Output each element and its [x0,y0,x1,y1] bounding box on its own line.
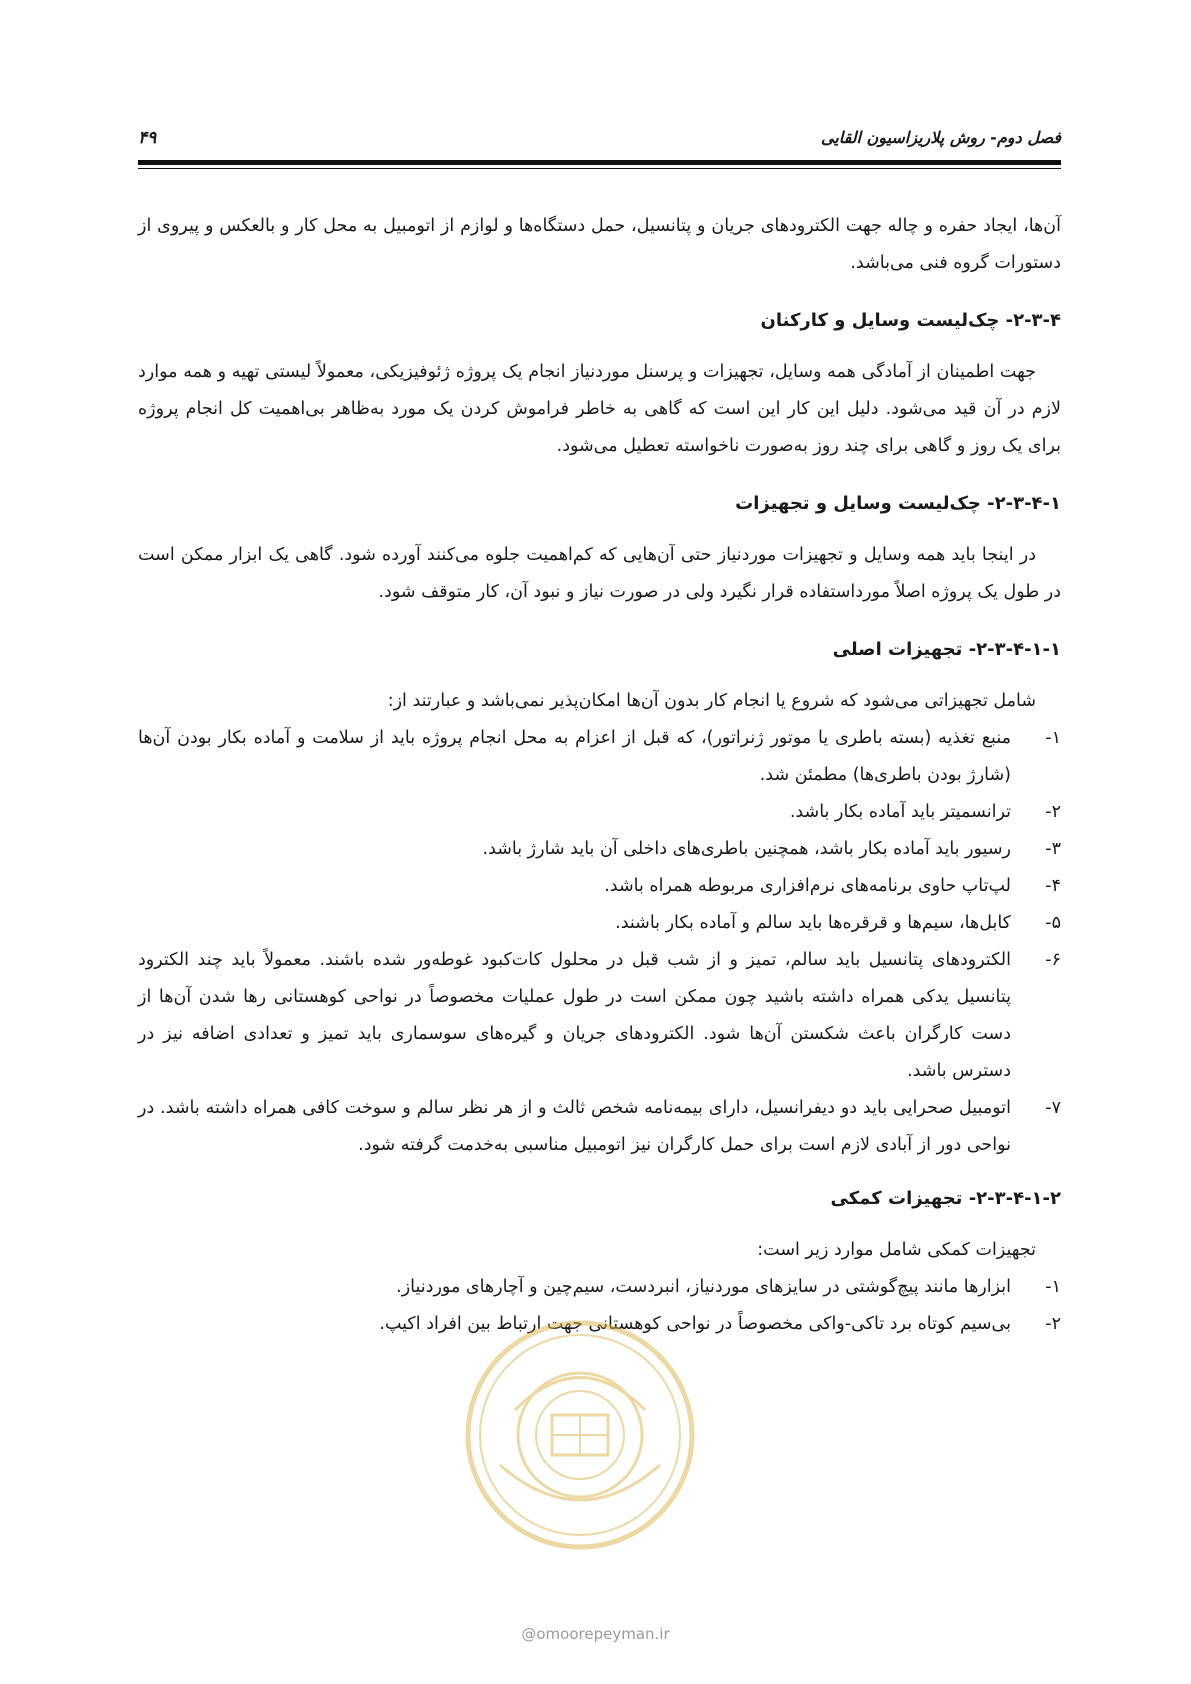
list-item-text: رسیور باید آماده بکار باشد، همچنین باطری‌های داخلی آن باید شارژ باشد. [482,839,1011,859]
intro-paragraph: آن‌ها، ایجاد حفره و چاله جهت الکترودهای جریان و پتانسیل، حمل دستگاه‌ها و لوازم از اتومبیل به محل کار و بالعکس و پیروی از دستورات گروه فنی می‌باشد. [138,216,1061,273]
list-item-text: الکترودهای پتانسیل باید سالم، تمیز و از شب قبل در محلول کات‌کبود غوطه‌ور شده باشند. معمولاً باید چند الکترود پتانسیل یدکی همراه داشته باشید چون ممکن است در طول عملیات مخصوصاً در نواحی کوهستانی رها شدن آن‌ها از دست کارگران باعث شکستن آن‌ها شود. الکترودهای جریان و گیره‌های سوسماری باید تمیز و تعدادی اضافه نیز در دسترس باشد. [138,950,1011,1081]
section-paragraph-checklist: جهت اطمینان از آمادگی همه وسایل، تجهیزات و پرسنل موردنیاز انجام یک پروژه ژئوفیزیکی، معمولاً لیستی تهیه و همه موارد لازم در آن قید می‌شود. دلیل این کار این است که گاهی به خاطر فراموش کردن یک مورد به‌ظاهر بی‌اهمیت کل انجام پروژه برای یک روز و گاهی برای چند روز به‌صورت ناخواسته تعطیل می‌شود. [138,362,1061,456]
section-paragraph-equipment: در اینجا باید همه وسایل و تجهیزات موردنیاز حتی آن‌هایی که کم‌اهمیت جلوه می‌کنند آورده شود. گاهی یک ابزار ممکن است در طول یک پروژه اصلاً مورداستفاده قرار نگیرد ولی در صورت نیاز و نبود آن، کار متوقف شود. [138,545,1061,602]
list-item-text: منبع تغذیه (بسته باطری یا موتور ژنراتور)، که قبل از اعزام به محل انجام پروژه باید از سلامت و آماده بکار بودن آن‌ها (شارژ بودن باطری‌ها) مطمئن شد. [138,728,1011,785]
aux-equipment-intro: تجهیزات کمکی شامل موارد زیر است: [757,1240,1036,1260]
seal-watermark-icon [460,1315,700,1555]
list-item-text: کابل‌ها، سیم‌ها و قرقره‌ها باید سالم و آماده بکار باشند. [615,913,1011,933]
list-item [138,1269,1061,1306]
list-item-number: ۴- [1045,876,1061,896]
list-item-text: بی‌سیم کوتاه برد تاکی-واکی مخصوصاً در نواحی کوهستانی جهت ارتباط بین افراد اکیپ. [379,1314,1011,1334]
list-item [138,942,1061,1090]
list-item [138,905,1061,942]
header-rule-thick [138,160,1061,165]
list-item-text: اتومبیل صحرایی باید دو دیفرانسیل، دارای بیمه‌نامه شخص ثالث و از هر نظر سالم و سوخت کافی همراه داشته باشد. در نواحی دور از آبادی لازم است برای حمل کارگران نیز اتومبیل مناسبی به‌خدمت گرفته شود. [138,1098,1011,1155]
section-heading-aux-equipment: ۲-۳-۴-۱-۲- تجهیزات کمکی [830,1188,1061,1209]
list-item [138,868,1061,905]
header-rule-thin [138,168,1061,169]
list-item-number: ۱- [1045,1277,1061,1297]
running-header-title: فصل دوم- روش پلاریزاسیون القایی [820,128,1061,147]
list-item-text: لپ‌تاپ حاوی برنامه‌های نرم‌افزاری مربوطه همراه باشد. [604,876,1011,896]
list-item-number: ۵- [1045,913,1061,933]
list-item-number: ۲- [1045,1314,1061,1334]
page-number: ۴۹ [138,128,157,148]
section-heading-checklist: ۲-۳-۴- چک‌لیست وسایل و کارکنان [760,310,1061,331]
main-equipment-intro: شامل تجهیزاتی می‌شود که شروع یا انجام کار بدون آن‌ها امکان‌پذیر نمی‌باشد و عبارتند از: [387,691,1036,711]
list-item [138,794,1061,831]
section-heading-equipment: ۲-۳-۴-۱- چک‌لیست وسایل و تجهیزات [735,493,1061,514]
list-item-number: ۲- [1045,802,1061,822]
page-content [138,208,1061,1361]
list-item [138,720,1061,794]
section-heading-main-equipment: ۲-۳-۴-۱-۱- تجهیزات اصلی [832,639,1061,660]
list-item-number: ۳- [1045,839,1061,859]
list-item-number: ۷- [1045,1098,1061,1118]
list-item-number: ۱- [1045,728,1061,748]
list-item-number: ۶- [1045,950,1061,970]
list-item [138,831,1061,868]
list-item [138,1090,1061,1164]
main-equipment-list [138,720,1061,1164]
list-item-text: ابزارها مانند پیچ‌گوشتی در سایزهای موردنیاز، انبردست، سیم‌چین و آچارهای موردنیاز. [396,1277,1011,1297]
list-item-text: ترانسمیتر باید آماده بکار باشد. [789,802,1011,822]
watermark-site-text: @omoorepeyman.ir [521,1625,670,1643]
